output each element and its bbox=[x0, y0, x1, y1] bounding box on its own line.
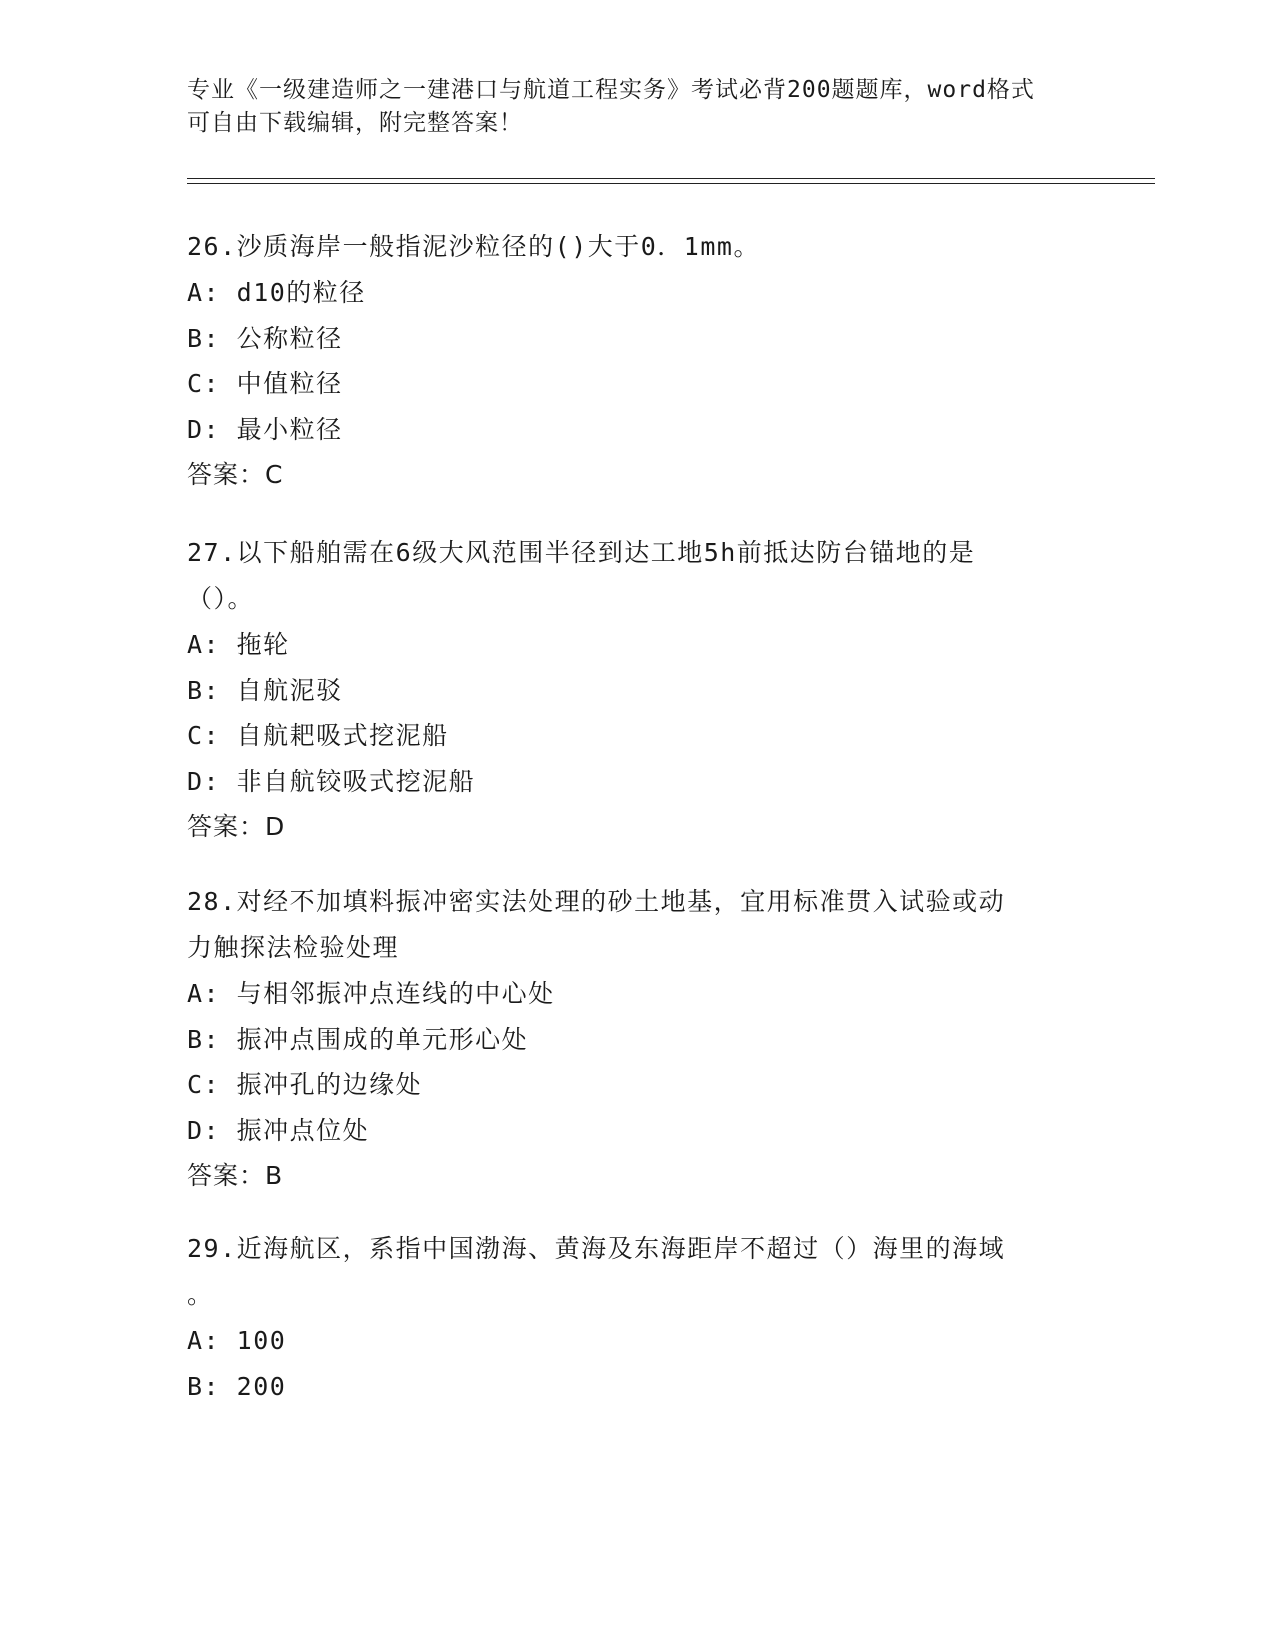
answer-label: 答案： bbox=[187, 1161, 266, 1190]
question-stem: 29.近海航区，系指中国渤海、黄海及东海距岸不超过（）海里的海域 bbox=[187, 1234, 1006, 1263]
answer-label: 答案： bbox=[187, 460, 266, 489]
answer-label: 答案： bbox=[187, 812, 266, 841]
answer-line bbox=[187, 804, 1087, 850]
question-29 bbox=[187, 1226, 1087, 1409]
option-a: A: d10的粒径 bbox=[187, 278, 366, 307]
document-header bbox=[187, 74, 1087, 140]
question-26 bbox=[187, 224, 1087, 498]
option-b: B: 自航泥驳 bbox=[187, 675, 343, 705]
question-28 bbox=[187, 879, 1087, 1199]
answer-line bbox=[187, 452, 1087, 498]
option-c: C: 振冲孔的边缘处 bbox=[187, 1070, 423, 1099]
option-d: D: 非自航铰吸式挖泥船 bbox=[187, 766, 476, 796]
question-stem-continued: 力触探法检验处理 bbox=[187, 933, 400, 962]
header-line-2: 可自由下载编辑，附完整答案！ bbox=[187, 110, 523, 136]
option-d: D: 振冲点位处 bbox=[187, 1115, 370, 1145]
question-stem-continued: 。 bbox=[187, 1280, 214, 1309]
option-b: B: 200 bbox=[187, 1371, 287, 1401]
question-stem-continued: （）。 bbox=[187, 584, 255, 613]
header-line-1: 专业《一级建造师之一建港口与航道工程实务》考试必背200题题库，word格式 bbox=[187, 77, 1035, 103]
answer-line bbox=[187, 1153, 1087, 1199]
option-a: A: 100 bbox=[187, 1326, 287, 1355]
question-27 bbox=[187, 530, 1087, 850]
option-b: B: 公称粒径 bbox=[187, 323, 343, 353]
option-c: C: 中值粒径 bbox=[187, 369, 343, 398]
question-stem: 28.对经不加填料振冲密实法处理的砂土地基，宜用标准贯入试验或动 bbox=[187, 887, 1006, 916]
answer-value: C bbox=[265, 460, 284, 489]
question-stem: 26.沙质海岸一般指泥沙粒径的()大于0．1mm。 bbox=[187, 232, 760, 261]
option-c: C: 自航耙吸式挖泥船 bbox=[187, 721, 449, 750]
option-a: A: 拖轮 bbox=[187, 630, 290, 659]
header-rule-top bbox=[187, 178, 1155, 179]
answer-value: D bbox=[265, 812, 286, 841]
question-stem: 27.以下船舶需在6级大风范围半径到达工地5h前抵达防台锚地的是 bbox=[187, 538, 976, 567]
option-b: B: 振冲点围成的单元形心处 bbox=[187, 1024, 529, 1054]
option-d: D: 最小粒径 bbox=[187, 414, 343, 444]
header-rule-bottom bbox=[187, 183, 1155, 184]
option-a: A: 与相邻振冲点连线的中心处 bbox=[187, 979, 555, 1008]
answer-value: B bbox=[265, 1161, 284, 1190]
